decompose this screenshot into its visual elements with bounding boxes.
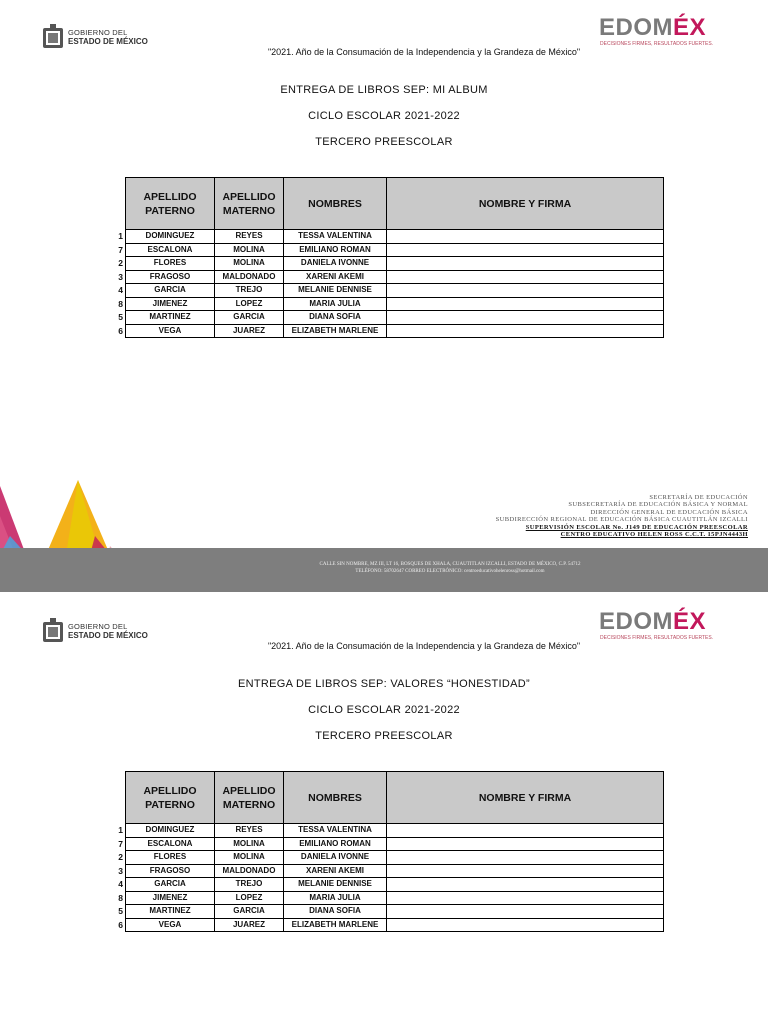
cell-apellido-materno: REYES xyxy=(215,230,284,244)
brand-text-accent: ÉX xyxy=(673,14,707,41)
row-number: 2 xyxy=(118,852,123,863)
cell-apellido-materno: GARCIA xyxy=(215,311,284,325)
table-row xyxy=(113,230,664,244)
section1-cycle: CICLO ESCOLAR 2021-2022 xyxy=(308,110,460,122)
col-nombre-firma: NOMBRE Y FIRMA xyxy=(387,178,664,230)
cell-apellido-paterno: VEGA xyxy=(126,918,215,932)
cell-apellido-materno: GARCIA xyxy=(215,905,284,919)
col-apellido-materno: APELLIDO MATERNO xyxy=(215,178,284,230)
gov-logo-line1: GOBIERNO DEL xyxy=(68,622,128,631)
cell-nombres: TESSA VALENTINA xyxy=(284,824,387,838)
cell-apellido-paterno: MARTINEZ xyxy=(126,311,215,325)
row-number: 5 xyxy=(118,906,123,917)
cell-apellido-paterno: ESCALONA xyxy=(126,837,215,851)
cell-nombre-firma xyxy=(387,878,664,892)
brand-slogan: DECISIONES FIRMES, RESULTADOS FUERTES. xyxy=(600,41,714,47)
cell-nombres: XARENI AKEMI xyxy=(284,270,387,284)
cell-nombre-firma xyxy=(387,864,664,878)
cell-apellido-materno: MOLINA xyxy=(215,851,284,865)
cell-nombre-firma xyxy=(387,257,664,271)
row-number: 8 xyxy=(118,298,123,309)
row-number: 1 xyxy=(118,825,123,836)
row-number: 4 xyxy=(118,285,123,296)
cell-nombres: MARIA JULIA xyxy=(284,297,387,311)
cell-apellido-paterno: GARCIA xyxy=(126,284,215,298)
cell-nombres: DIANA SOFIA xyxy=(284,905,387,919)
cell-apellido-materno: MOLINA xyxy=(215,257,284,271)
table-row xyxy=(113,851,664,865)
section2-grade: TERCERO PREESCOLAR xyxy=(315,730,453,742)
row-number: 8 xyxy=(118,892,123,903)
cell-nombres: XARENI AKEMI xyxy=(284,864,387,878)
footer-contact xyxy=(250,562,650,575)
table-row xyxy=(113,324,664,338)
cell-nombres: EMILIANO ROMAN xyxy=(284,243,387,257)
cell-nombre-firma xyxy=(387,891,664,905)
cell-apellido-paterno: GARCIA xyxy=(126,878,215,892)
section2-title: ENTREGA DE LIBROS SEP: VALORES “HONESTIDAD” xyxy=(237,678,531,690)
cell-apellido-paterno: VEGA xyxy=(126,324,215,338)
row-number: 3 xyxy=(118,271,123,282)
cell-nombre-firma xyxy=(387,837,664,851)
col-nombres: NOMBRES xyxy=(284,178,387,230)
institution-line-3: DIRECCIÓN GENERAL DE EDUCACIÓN BÁSICA xyxy=(590,508,748,516)
motto: "2021. Año de la Consumación de la Independencia y la Grandeza de México" xyxy=(267,47,581,57)
cell-apellido-materno: MOLINA xyxy=(215,243,284,257)
cell-nombre-firma xyxy=(387,918,664,932)
cell-apellido-materno: LOPEZ xyxy=(215,297,284,311)
table-row xyxy=(113,891,664,905)
section2-cycle: CICLO ESCOLAR 2021-2022 xyxy=(308,704,460,716)
row-number: 2 xyxy=(118,258,123,269)
cell-apellido-materno: TREJO xyxy=(215,284,284,298)
cell-apellido-materno: MALDONADO xyxy=(215,864,284,878)
row-number: 3 xyxy=(118,865,123,876)
institution-line-6: CENTRO EDUCATIVO HELEN ROSS C.C.T. 15PJN4443H xyxy=(560,531,748,539)
cell-nombres: TESSA VALENTINA xyxy=(284,230,387,244)
cell-nombre-firma xyxy=(387,243,664,257)
row-number: 4 xyxy=(118,879,123,890)
section1-grade: TERCERO PREESCOLAR xyxy=(315,136,453,148)
col-apellido-materno: APELLIDO MATERNO xyxy=(215,772,284,824)
table-row xyxy=(113,270,664,284)
row-number: 5 xyxy=(118,312,123,323)
cell-apellido-paterno: JIMENEZ xyxy=(126,297,215,311)
cell-nombre-firma xyxy=(387,230,664,244)
cell-nombres: ELIZABETH MARLENE xyxy=(284,324,387,338)
cell-nombres: MELANIE DENNISE xyxy=(284,878,387,892)
cell-nombres: ELIZABETH MARLENE xyxy=(284,918,387,932)
cell-apellido-materno: MOLINA xyxy=(215,837,284,851)
cell-nombre-firma xyxy=(387,905,664,919)
cell-nombre-firma xyxy=(387,297,664,311)
table-row xyxy=(113,837,664,851)
brand-text: EDOM xyxy=(599,608,673,635)
cell-nombres: DANIELA IVONNE xyxy=(284,851,387,865)
cell-nombres: EMILIANO ROMAN xyxy=(284,837,387,851)
section1-title: ENTREGA DE LIBROS SEP: MI ALBUM xyxy=(280,84,488,96)
table-row xyxy=(113,918,664,932)
footer-phone-email: TELÉFONO: 58702647 CORREO ELECTRÓNICO: centroeducativohelenross@hotmail.com xyxy=(355,568,545,574)
edomex-logo-2 xyxy=(599,608,729,642)
table-row xyxy=(113,243,664,257)
cell-apellido-materno: LOPEZ xyxy=(215,891,284,905)
cell-apellido-paterno: JIMENEZ xyxy=(126,891,215,905)
cell-nombre-firma xyxy=(387,311,664,325)
institution-line-5: SUPERVISIÓN ESCOLAR No. J149 DE EDUCACIÓN PREESCOLAR xyxy=(525,523,748,531)
cell-apellido-materno: REYES xyxy=(215,824,284,838)
table-row xyxy=(113,284,664,298)
institution-line-2: SUBSECRETARÍA DE EDUCACIÓN BÁSICA Y NORMAL xyxy=(568,501,748,509)
cell-nombre-firma xyxy=(387,824,664,838)
table-row xyxy=(113,878,664,892)
roster-table-2 xyxy=(113,771,664,932)
cell-apellido-paterno: DOMINGUEZ xyxy=(126,824,215,838)
cell-apellido-materno: JUAREZ xyxy=(215,324,284,338)
roster-table-1 xyxy=(113,177,664,338)
cell-nombre-firma xyxy=(387,270,664,284)
cell-nombres: DIANA SOFIA xyxy=(284,311,387,325)
cell-apellido-paterno: MARTINEZ xyxy=(126,905,215,919)
cell-apellido-paterno: FRAGOSO xyxy=(126,864,215,878)
cell-nombres: MELANIE DENNISE xyxy=(284,284,387,298)
table-row xyxy=(113,297,664,311)
col-nombres: NOMBRES xyxy=(284,772,387,824)
edomex-logo xyxy=(599,14,729,48)
cell-apellido-paterno: FLORES xyxy=(126,257,215,271)
institution-line-1: SECRETARÍA DE EDUCACIÓN xyxy=(649,494,748,501)
cell-apellido-materno: MALDONADO xyxy=(215,270,284,284)
footer-address: CALLE SIN NOMBRE, MZ III, LT 16, BOSQUES DE XHALA, CUAUTITLAN IZCALLI, ESTADO DE MÉXICO, C.P. 54712 xyxy=(319,562,581,567)
col-apellido-paterno: APELLIDO PATERNO xyxy=(126,772,215,824)
gov-logo-line2: ESTADO DE MÉXICO xyxy=(68,37,148,46)
col-nombre-firma: NOMBRE Y FIRMA xyxy=(387,772,664,824)
brand-slogan: DECISIONES FIRMES, RESULTADOS FUERTES. xyxy=(600,635,714,641)
table-row xyxy=(113,864,664,878)
brand-text-accent: ÉX xyxy=(673,608,707,635)
cell-nombres: MARIA JULIA xyxy=(284,891,387,905)
institution-lines xyxy=(496,494,748,538)
cell-apellido-materno: JUAREZ xyxy=(215,918,284,932)
table-row xyxy=(113,257,664,271)
table-row xyxy=(113,905,664,919)
col-apellido-paterno: APELLIDO PATERNO xyxy=(126,178,215,230)
cell-apellido-paterno: ESCALONA xyxy=(126,243,215,257)
table-row xyxy=(113,824,664,838)
institution-line-4: SUBDIRECCIÓN REGIONAL DE EDUCACIÓN BÁSICA CUAUTITLÁN IZCALLI xyxy=(495,516,748,524)
cell-apellido-paterno: FRAGOSO xyxy=(126,270,215,284)
row-number: 6 xyxy=(118,325,123,336)
cell-apellido-paterno: DOMINGUEZ xyxy=(126,230,215,244)
gov-logo-line2: ESTADO DE MÉXICO xyxy=(68,631,148,640)
table-row xyxy=(113,311,664,325)
cell-apellido-paterno: FLORES xyxy=(126,851,215,865)
motto-2: "2021. Año de la Consumación de la Independencia y la Grandeza de México" xyxy=(267,641,581,651)
row-number: 6 xyxy=(118,919,123,930)
row-number: 1 xyxy=(118,231,123,242)
cell-nombres: DANIELA IVONNE xyxy=(284,257,387,271)
row-number: 7 xyxy=(118,838,123,849)
cell-apellido-materno: TREJO xyxy=(215,878,284,892)
brand-text: EDOM xyxy=(599,14,673,41)
row-number: 7 xyxy=(118,244,123,255)
cell-nombre-firma xyxy=(387,324,664,338)
cell-nombre-firma xyxy=(387,851,664,865)
gov-logo-line1: GOBIERNO DEL xyxy=(68,28,128,37)
cell-nombre-firma xyxy=(387,284,664,298)
